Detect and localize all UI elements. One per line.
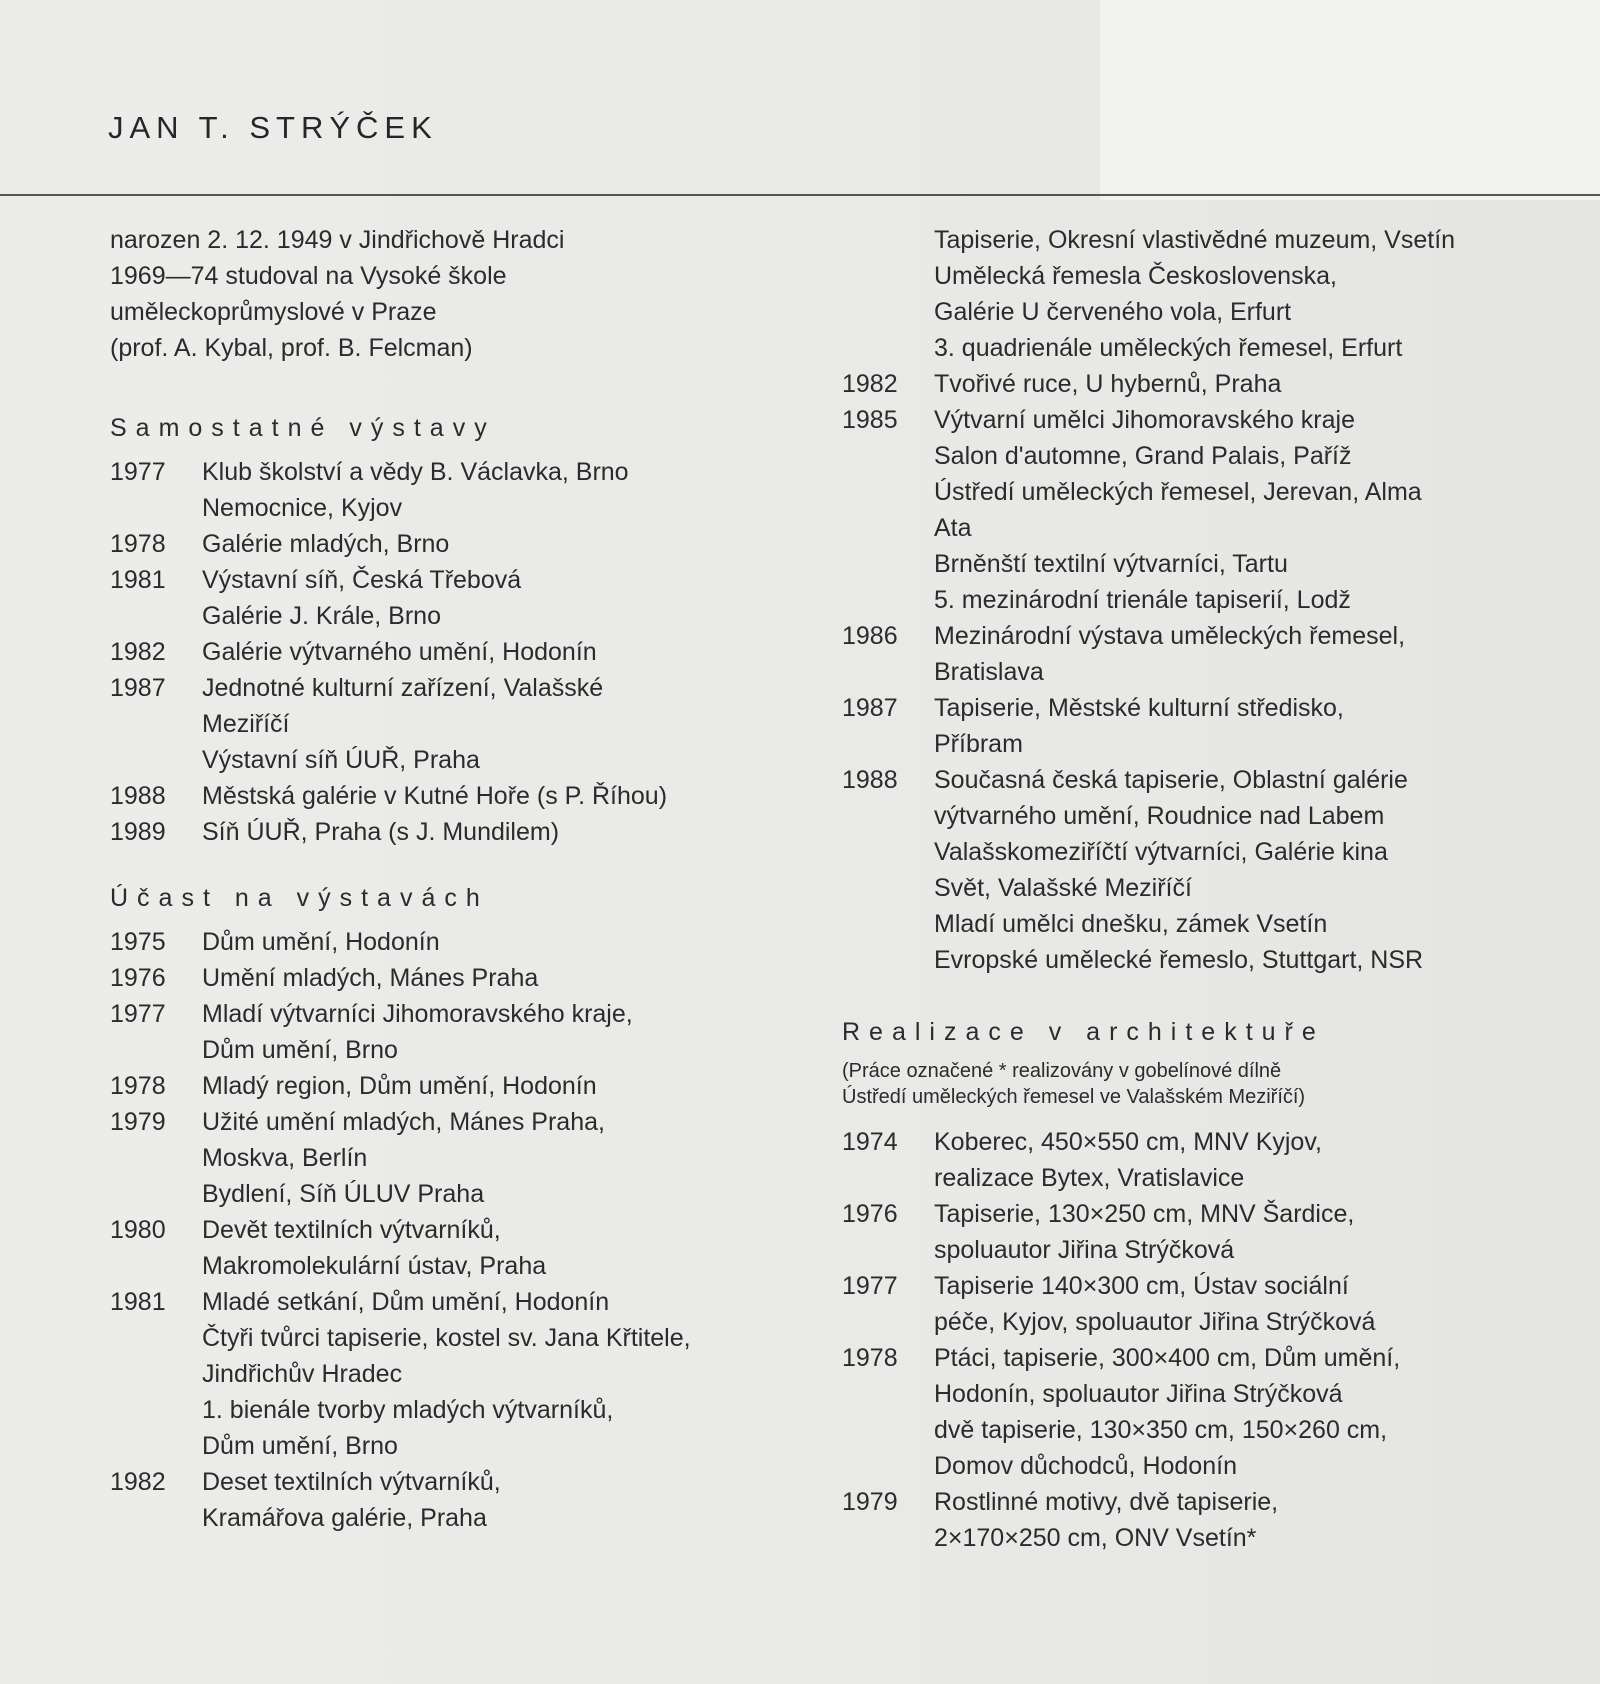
entry-line: Svět, Valašské Meziříčí bbox=[934, 874, 1192, 902]
entry-lines bbox=[202, 778, 800, 814]
entry-year: 1981 bbox=[110, 566, 166, 594]
exhibition-entry bbox=[842, 402, 1572, 618]
entry-line: Ata bbox=[934, 514, 972, 542]
entry-lines bbox=[202, 1104, 800, 1212]
entry-line: Jednotné kulturní zařízení, Valašské bbox=[202, 674, 604, 702]
entry-lines bbox=[202, 924, 800, 960]
exhibition-entry bbox=[110, 924, 800, 960]
entry-year: 1986 bbox=[842, 622, 898, 650]
entry-year: 1978 bbox=[842, 1344, 898, 1372]
exhibition-entry bbox=[842, 762, 1572, 978]
entry-line: Tapiserie, Okresní vlastivědné muzeum, Vsetín bbox=[934, 226, 1456, 254]
entry-line: spoluautor Jiřina Strýčková bbox=[934, 1236, 1235, 1264]
entry-line: Dům umění, Brno bbox=[202, 1432, 398, 1460]
entry-year: 1976 bbox=[842, 1200, 898, 1228]
exhibition-entry bbox=[842, 1340, 1572, 1484]
entry-lines bbox=[202, 670, 800, 778]
entry-line: Deset textilních výtvarníků, bbox=[202, 1468, 501, 1496]
solo-exhibitions-heading: Samostatné výstavy bbox=[110, 414, 496, 442]
entry-year: 1978 bbox=[110, 530, 166, 558]
entry-line: Čtyři tvůrci tapiserie, kostel sv. Jana Křtitele, bbox=[202, 1324, 691, 1352]
entry-line: Tapiserie, 130×250 cm, MNV Šardice, bbox=[934, 1200, 1355, 1228]
group-exhibitions-heading: Účast na výstavách bbox=[110, 884, 489, 912]
entry-line: Dům umění, Brno bbox=[202, 1036, 398, 1064]
entry-lines bbox=[934, 366, 1572, 402]
entry-year: 1974 bbox=[842, 1128, 898, 1156]
entry-lines bbox=[202, 1464, 800, 1536]
bio-line: 1969—74 studoval na Vysoké škole bbox=[110, 262, 507, 290]
exhibition-entry bbox=[842, 618, 1572, 690]
entry-line: Galérie U červeného vola, Erfurt bbox=[934, 298, 1292, 326]
entry-line: 5. mezinárodní trienále tapiserií, Lodž bbox=[934, 586, 1351, 614]
entry-line: 3. quadrienále uměleckých řemesel, Erfurt bbox=[934, 334, 1403, 362]
page-edge-highlight bbox=[1100, 0, 1600, 200]
entry-line: Galérie J. Krále, Brno bbox=[202, 602, 441, 630]
entry-year: 1982 bbox=[110, 638, 166, 666]
entry-line: Výstavní síň ÚUŘ, Praha bbox=[202, 746, 480, 774]
bio-line: uměleckoprůmyslové v Praze bbox=[110, 298, 437, 326]
exhibition-entry bbox=[110, 454, 800, 526]
entry-line: Galérie mladých, Brno bbox=[202, 530, 450, 558]
entry-lines bbox=[202, 1068, 800, 1104]
entry-year: 1978 bbox=[110, 1072, 166, 1100]
entry-line: péče, Kyjov, spoluautor Jiřina Strýčková bbox=[934, 1308, 1376, 1336]
exhibition-entry bbox=[842, 1196, 1572, 1268]
entry-lines bbox=[934, 402, 1572, 618]
exhibition-entry bbox=[110, 1212, 800, 1284]
entry-line: Tvořivé ruce, U hybernů, Praha bbox=[934, 370, 1282, 398]
entry-line: Nemocnice, Kyjov bbox=[202, 494, 403, 522]
entry-lines bbox=[934, 1268, 1572, 1340]
entry-year: 1988 bbox=[110, 782, 166, 810]
exhibition-entry bbox=[110, 996, 800, 1068]
exhibition-entry bbox=[842, 690, 1572, 762]
group-exhibitions-continued bbox=[842, 222, 1572, 366]
entry-year: 1979 bbox=[110, 1108, 166, 1136]
entry-line: Výstavní síň, Česká Třebová bbox=[202, 566, 522, 594]
entry-year: 1981 bbox=[110, 1288, 166, 1316]
entry-line: Mladé setkání, Dům umění, Hodonín bbox=[202, 1288, 610, 1316]
exhibition-entry bbox=[110, 778, 800, 814]
realizations-list bbox=[842, 1124, 1572, 1556]
bio-line: narozen 2. 12. 1949 v Jindřichově Hradci bbox=[110, 226, 565, 254]
entry-line: dvě tapiserie, 130×350 cm, 150×260 cm, bbox=[934, 1416, 1388, 1444]
entry-line: Klub školství a vědy B. Václavka, Brno bbox=[202, 458, 629, 486]
entry-line: Bratislava bbox=[934, 658, 1044, 686]
entry-line: Mladý region, Dům umění, Hodonín bbox=[202, 1072, 597, 1100]
exhibition-entry bbox=[110, 562, 800, 634]
entry-lines bbox=[202, 454, 800, 526]
solo-exhibitions-list bbox=[110, 454, 800, 850]
entry-line: Jindřichův Hradec bbox=[202, 1360, 403, 1388]
entry-line: Salon d'automne, Grand Palais, Paříž bbox=[934, 442, 1352, 470]
entry-lines bbox=[934, 1124, 1572, 1196]
exhibition-entry bbox=[110, 526, 800, 562]
exhibition-entry bbox=[842, 366, 1572, 402]
entry-year: 1982 bbox=[842, 370, 898, 398]
entry-line: Umělecká řemesla Československa, bbox=[934, 262, 1337, 290]
entry-lines bbox=[202, 996, 800, 1068]
entry-line: Rostlinné motivy, dvě tapiserie, bbox=[934, 1488, 1279, 1516]
group-exhibitions-list-continued bbox=[842, 366, 1572, 978]
artist-name: JAN T. STRÝČEK bbox=[108, 110, 438, 145]
entry-year: 1977 bbox=[110, 1000, 166, 1028]
entry-line: Bydlení, Síň ÚLUV Praha bbox=[202, 1180, 485, 1208]
entry-line: 1. bienále tvorby mladých výtvarníků, bbox=[202, 1396, 614, 1424]
entry-line: Makromolekulární ústav, Praha bbox=[202, 1252, 547, 1280]
entry-line: Kramářova galérie, Praha bbox=[202, 1504, 487, 1532]
entry-lines bbox=[934, 618, 1572, 690]
entry-line: Současná česká tapiserie, Oblastní galérie bbox=[934, 766, 1408, 794]
realizations-note bbox=[842, 1058, 1572, 1110]
entry-line: realizace Bytex, Vratislavice bbox=[934, 1164, 1245, 1192]
entry-year: 1985 bbox=[842, 406, 898, 434]
entry-lines bbox=[202, 814, 800, 850]
bio-line: (prof. A. Kybal, prof. B. Felcman) bbox=[110, 334, 473, 362]
entry-year: 1988 bbox=[842, 766, 898, 794]
entry-year: 1989 bbox=[110, 818, 166, 846]
entry-lines bbox=[202, 562, 800, 634]
entry-line: Meziříčí bbox=[202, 710, 290, 738]
entry-lines bbox=[934, 690, 1572, 762]
entry-lines bbox=[202, 526, 800, 562]
realizations-note-line: (Práce označené * realizovány v gobelínové dílně bbox=[842, 1060, 1282, 1082]
entry-year: 1976 bbox=[110, 964, 166, 992]
entry-line: Valašskomeziříčtí výtvarníci, Galérie kina bbox=[934, 838, 1388, 866]
entry-line: Ptáci, tapiserie, 300×400 cm, Dům umění, bbox=[934, 1344, 1401, 1372]
exhibition-entry bbox=[110, 1464, 800, 1536]
entry-line: Mladí umělci dnešku, zámek Vsetín bbox=[934, 910, 1328, 938]
exhibition-entry bbox=[842, 1124, 1572, 1196]
entry-line: Moskva, Berlín bbox=[202, 1144, 368, 1172]
entry-year: 1980 bbox=[110, 1216, 166, 1244]
realizations-note-line: Ústředí uměleckých řemesel ve Valašském Meziříčí) bbox=[842, 1086, 1306, 1108]
entry-lines bbox=[202, 634, 800, 670]
entry-lines bbox=[202, 1212, 800, 1284]
entry-lines bbox=[934, 1484, 1572, 1556]
entry-line: Užité umění mladých, Mánes Praha, bbox=[202, 1108, 605, 1136]
entry-year: 1975 bbox=[110, 928, 166, 956]
entry-line: Mezinárodní výstava uměleckých řemesel, bbox=[934, 622, 1406, 650]
bio bbox=[110, 222, 800, 366]
entry-line: Mladí výtvarníci Jihomoravského kraje, bbox=[202, 1000, 633, 1028]
group-exhibitions-list bbox=[110, 924, 800, 1536]
entry-line: Příbram bbox=[934, 730, 1023, 758]
entry-year: 1979 bbox=[842, 1488, 898, 1516]
exhibition-entry bbox=[110, 814, 800, 850]
entry-year: 1977 bbox=[110, 458, 166, 486]
entry-line: Evropské umělecké řemeslo, Stuttgart, NSR bbox=[934, 946, 1424, 974]
entry-lines bbox=[202, 960, 800, 996]
exhibition-entry bbox=[110, 960, 800, 996]
entry-year: 1987 bbox=[842, 694, 898, 722]
exhibition-entry bbox=[110, 1284, 800, 1464]
entry-line: Tapiserie 140×300 cm, Ústav sociální bbox=[934, 1272, 1349, 1300]
entry-line: Městská galérie v Kutné Hoře (s P. Říhou) bbox=[202, 782, 668, 810]
entry-line: Umění mladých, Mánes Praha bbox=[202, 964, 539, 992]
entry-lines bbox=[934, 762, 1572, 978]
entry-lines bbox=[934, 1340, 1572, 1484]
exhibition-entry bbox=[842, 1484, 1572, 1556]
exhibition-entry bbox=[110, 634, 800, 670]
entry-line: Devět textilních výtvarníků, bbox=[202, 1216, 501, 1244]
right-column bbox=[842, 222, 1572, 1556]
header-rule bbox=[0, 194, 1600, 196]
entry-year: 1987 bbox=[110, 674, 166, 702]
entry-line: Tapiserie, Městské kulturní středisko, bbox=[934, 694, 1344, 722]
entry-line: Domov důchodců, Hodonín bbox=[934, 1452, 1237, 1480]
entry-lines bbox=[202, 1284, 800, 1464]
entry-line: Hodonín, spoluautor Jiřina Strýčková bbox=[934, 1380, 1343, 1408]
realizations-heading: Realizace v architektuře bbox=[842, 1018, 1325, 1046]
entry-line: 2×170×250 cm, ONV Vsetín* bbox=[934, 1524, 1257, 1552]
left-column bbox=[110, 222, 800, 1536]
entry-year: 1977 bbox=[842, 1272, 898, 1300]
entry-line: Ústředí uměleckých řemesel, Jerevan, Alma bbox=[934, 478, 1422, 506]
entry-line: Koberec, 450×550 cm, MNV Kyjov, bbox=[934, 1128, 1322, 1156]
entry-line: Dům umění, Hodonín bbox=[202, 928, 440, 956]
entry-line: Brněnští textilní výtvarníci, Tartu bbox=[934, 550, 1288, 578]
entry-lines bbox=[934, 1196, 1572, 1268]
entry-line: Galérie výtvarného umění, Hodonín bbox=[202, 638, 597, 666]
entry-year: 1982 bbox=[110, 1468, 166, 1496]
entry-line: Výtvarní umělci Jihomoravského kraje bbox=[934, 406, 1355, 434]
entry-line: výtvarného umění, Roudnice nad Labem bbox=[934, 802, 1385, 830]
exhibition-entry bbox=[110, 1104, 800, 1212]
exhibition-entry bbox=[842, 1268, 1572, 1340]
entry-line: Síň ÚUŘ, Praha (s J. Mundilem) bbox=[202, 818, 560, 846]
exhibition-entry bbox=[110, 1068, 800, 1104]
exhibition-entry bbox=[110, 670, 800, 778]
